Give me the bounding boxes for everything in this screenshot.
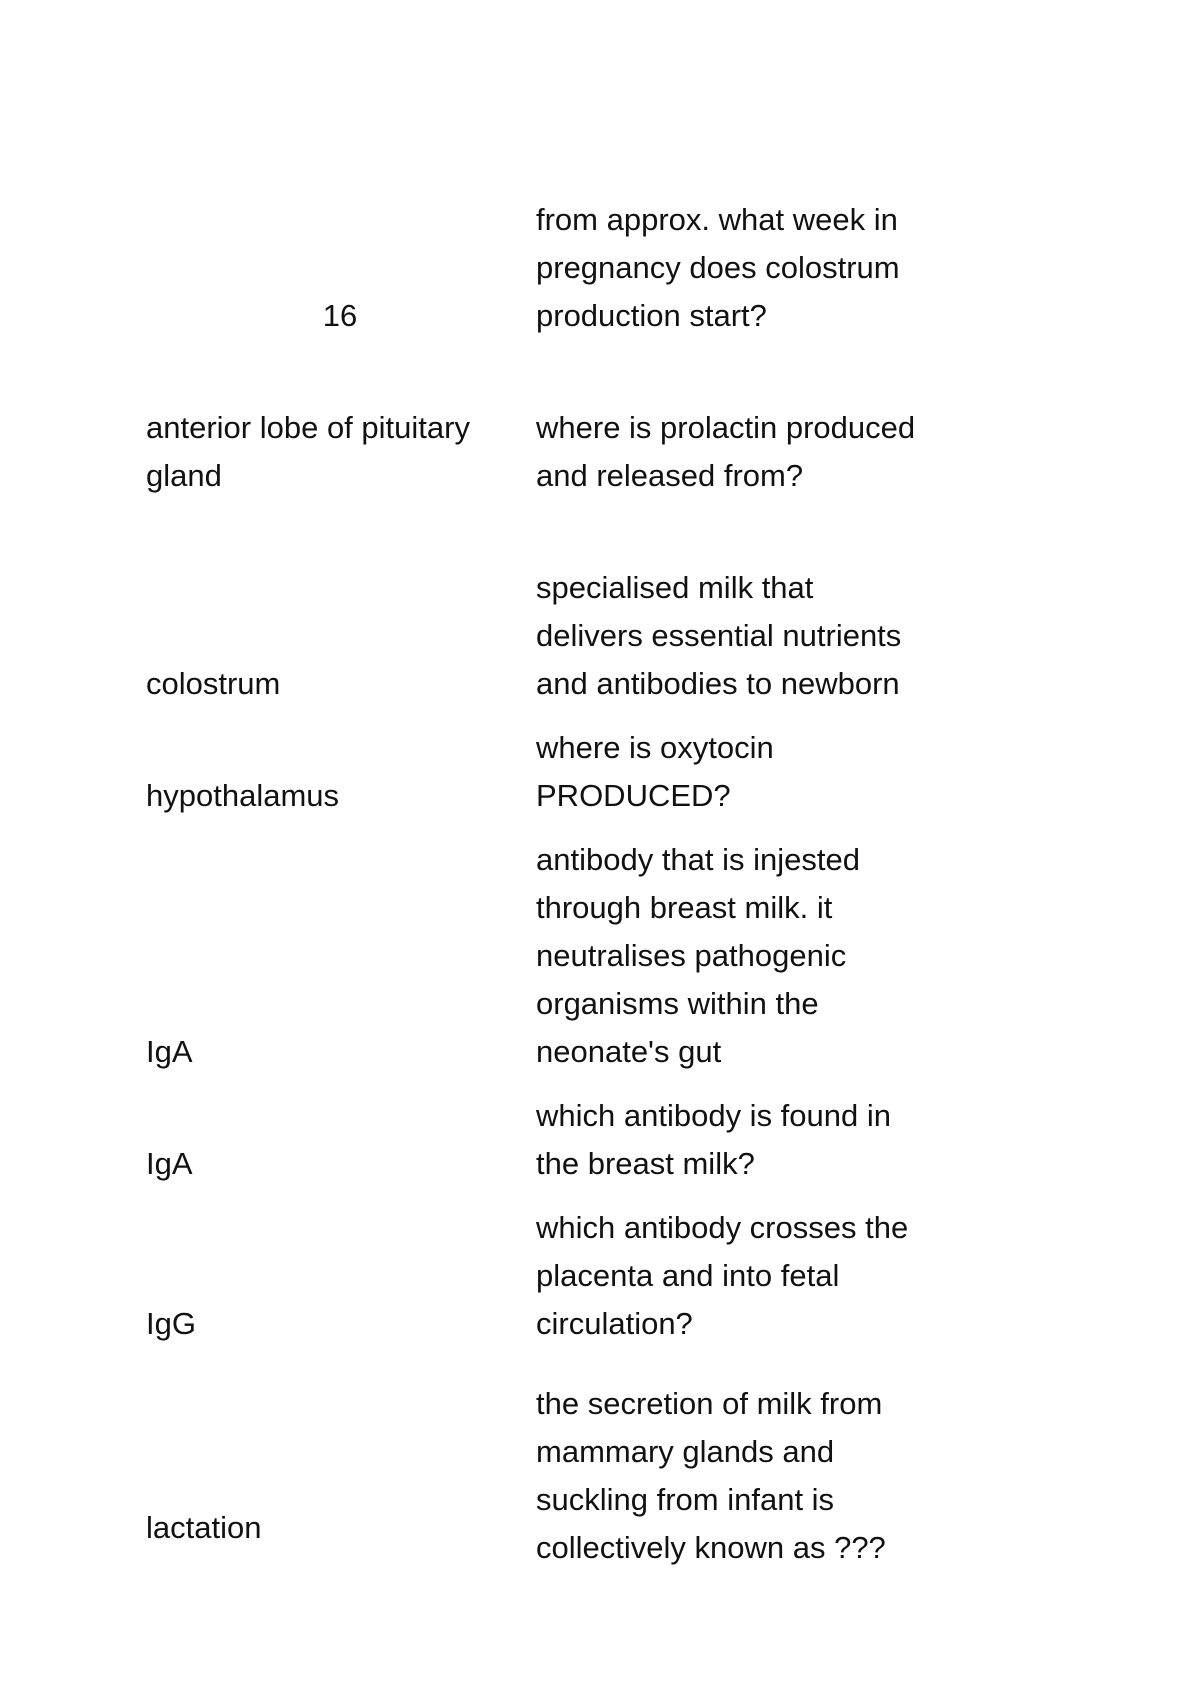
question-cell: specialised milk that delivers essential nutrients and antibodies to newborn (536, 570, 902, 701)
table-row (0, 724, 1200, 820)
table-row (0, 836, 1200, 1076)
table-row (0, 148, 1200, 340)
question-cell: where is prolactin produced and released from? (536, 410, 916, 493)
table-row (0, 1092, 1200, 1188)
question-cell: where is oxytocin PRODUCED? (536, 730, 774, 813)
answer-cell: anterior lobe of pituitary gland (146, 410, 470, 493)
question-cell: from approx. what week in pregnancy does colostrum production start? (536, 202, 900, 333)
question-cell: the secretion of milk from mammary glands and suckling from infant is collectively known as ??? (536, 1386, 886, 1565)
answer-cell: IgG (146, 1306, 196, 1341)
answer-cell: colostrum (146, 666, 281, 701)
answer-cell: 16 (322, 298, 358, 333)
table-row (0, 516, 1200, 708)
table-row (0, 1372, 1200, 1572)
answer-cell: hypothalamus (146, 778, 340, 813)
question-cell: antibody that is injested through breast milk. it neutralises pathogenic organisms within the neonate's gut (536, 842, 860, 1069)
table-row (0, 1204, 1200, 1348)
answer-cell: IgA (146, 1034, 193, 1069)
table-row (0, 356, 1200, 500)
answer-cell: IgA (146, 1146, 193, 1181)
question-cell: which antibody is found in the breast milk? (536, 1098, 892, 1181)
question-cell: which antibody crosses the placenta and into fetal circulation? (536, 1210, 909, 1341)
answer-cell: lactation (146, 1510, 262, 1545)
